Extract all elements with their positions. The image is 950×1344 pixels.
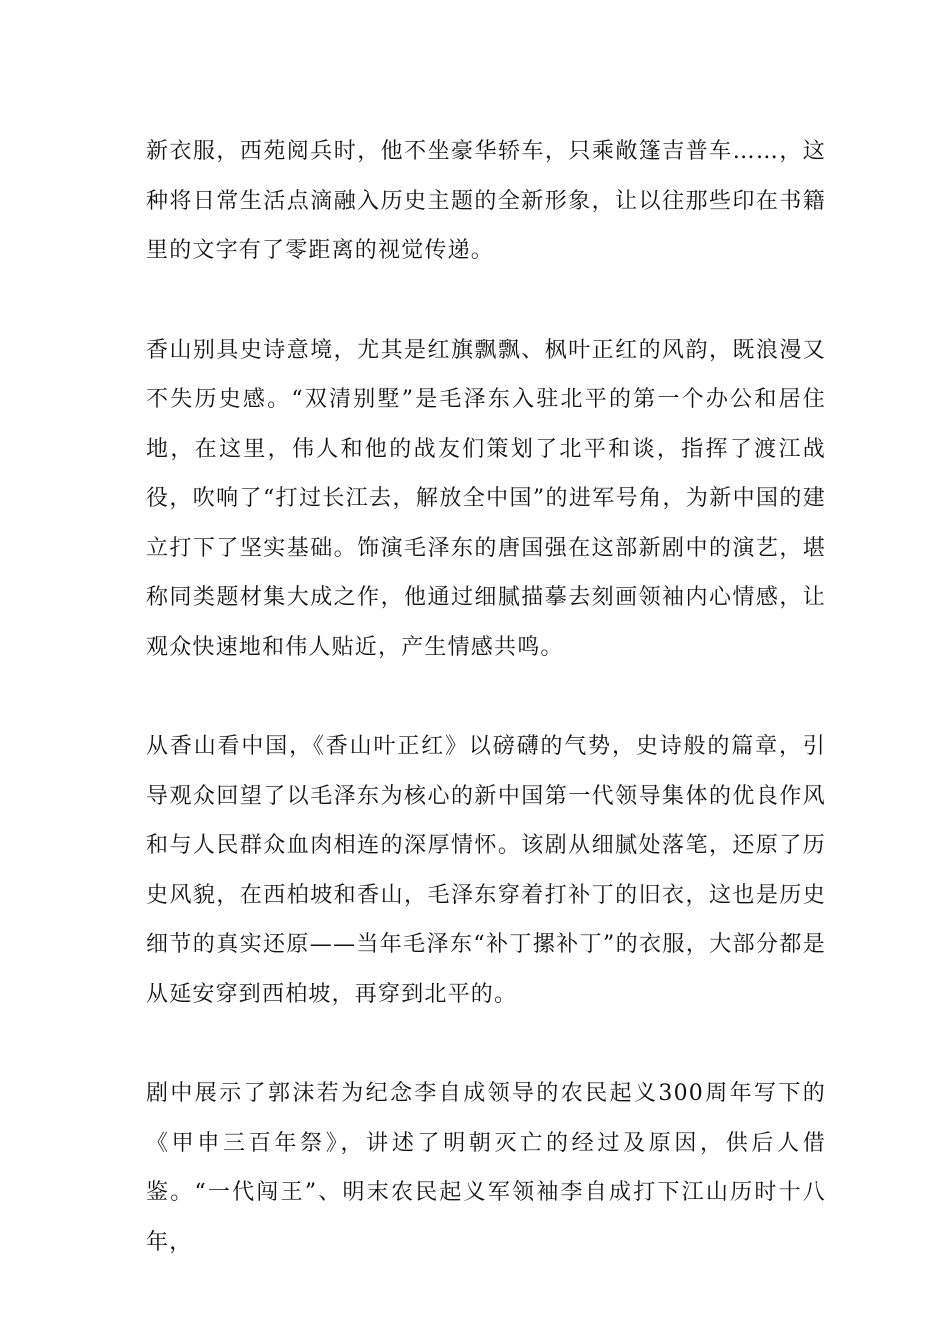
paragraph-2: 香山别具史诗意境，尤其是红旗飘飘、枫叶正红的风韵，既浪漫又不失历史感。“双清别墅”是毛泽东入驻北平的第一个办公和居住地，在这里，伟人和他的战友们策划了北平和谈，指挥了渡江战役，吹响了“打过长江去，解放全中国”的进军号角，为新中国的建立打下了坚实基础。饰演毛泽东的唐国强在这部新剧中的演艺，堪称同类题材集大成之作，他通过细腻描摹去刻画领袖内心情感，让观众快速地和伟人贴近，产生情感共鸣。 [146, 337, 826, 660]
paragraph-1: 新衣服，西苑阅兵时，他不坐豪华轿车，只乘敞篷吉普车……，这种将日常生活点滴融入历史主题的全新形象，让以往那些印在书籍里的文字有了零距离的视觉传递。 [146, 139, 826, 263]
paragraph-3: 从香山看中国，《香山叶正红》以磅礴的气势，史诗般的篇章，引导观众回望了以毛泽东为核心的新中国第一代领导集体的优良作风和与人民群众血肉相连的深厚情怀。该剧从细腻处落笔，还原了历史风貌，在西柏坡和香山，毛泽东穿着打补丁的旧衣，这也是历史细节的真实还原——当年毛泽东“补丁摞补丁”的衣服，大部分都是从延安穿到西柏坡，再穿到北平的。 [146, 734, 826, 1007]
paragraph-4: 剧中展示了郭沫若为纪念李自成领导的农民起义300周年写下的《甲申三百年祭》，讲述了明朝灭亡的经过及原因，供后人借鉴。“一代闯王”、明末农民起义军领袖李自成打下江山历时十八年， [146, 1081, 826, 1255]
document-body [146, 127, 826, 1317]
